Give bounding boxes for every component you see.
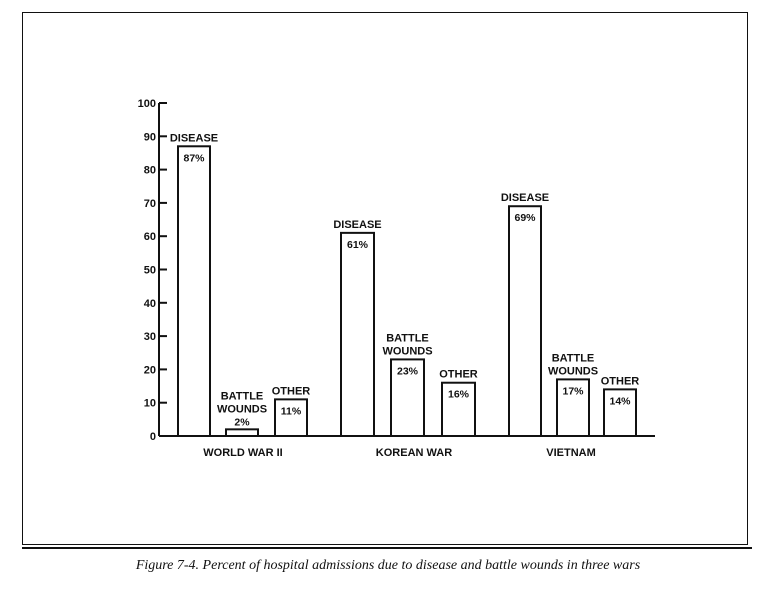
bar-value-label: 69% bbox=[514, 212, 536, 225]
bar-series-label: WOUNDS bbox=[382, 345, 433, 358]
category-label: VIETNAM bbox=[546, 447, 596, 459]
bar-series-label: BATTLE bbox=[386, 332, 429, 345]
y-tick-label: 90 bbox=[143, 131, 156, 144]
y-tick-label: 60 bbox=[143, 231, 156, 244]
y-tick-label: 30 bbox=[143, 331, 156, 344]
bar-value-label: 87% bbox=[183, 152, 205, 165]
category-label: KOREAN WAR bbox=[375, 447, 453, 459]
bar-value-label: 61% bbox=[346, 238, 369, 251]
bar-series-label: WOUNDS bbox=[547, 365, 599, 378]
category-label: WORLD WAR II bbox=[203, 447, 283, 459]
y-tick-label: 80 bbox=[143, 164, 156, 177]
caption-rule bbox=[22, 547, 752, 549]
y-tick-label: 0 bbox=[149, 431, 156, 443]
bar bbox=[341, 233, 374, 436]
bar-series-label: DISEASE bbox=[500, 192, 550, 205]
bar bbox=[178, 146, 210, 436]
y-tick-label: 10 bbox=[143, 397, 156, 410]
bar-value-label: 11% bbox=[280, 405, 302, 418]
bar bbox=[509, 206, 541, 436]
bar bbox=[226, 429, 258, 436]
bar-series-label: BATTLE bbox=[220, 390, 264, 403]
bar-series-label: OTHER bbox=[271, 385, 311, 398]
bar-series-label: OTHER bbox=[600, 375, 640, 388]
y-tick-label: 20 bbox=[143, 364, 156, 377]
bar-value-label: 14% bbox=[609, 395, 631, 408]
bar-series-label: BATTLE bbox=[551, 352, 595, 365]
y-tick-label: 70 bbox=[143, 197, 156, 210]
bar-series-label: WOUNDS bbox=[216, 403, 268, 416]
bar-series-label: DISEASE bbox=[333, 218, 382, 231]
bar-value-label: 17% bbox=[562, 385, 584, 398]
figure-caption: Figure 7-4. Percent of hospital admissions due to disease and battle wounds in three wars bbox=[135, 558, 641, 573]
y-tick-label: 40 bbox=[143, 297, 156, 310]
y-tick-label: 100 bbox=[137, 98, 156, 110]
y-tick-label: 50 bbox=[143, 264, 156, 277]
bar-value-label: 2% bbox=[234, 416, 250, 429]
bar-series-label: OTHER bbox=[439, 368, 478, 381]
bar-value-label: 23% bbox=[396, 365, 419, 378]
bar-series-label: DISEASE bbox=[169, 132, 219, 145]
bar-value-label: 16% bbox=[447, 388, 470, 401]
